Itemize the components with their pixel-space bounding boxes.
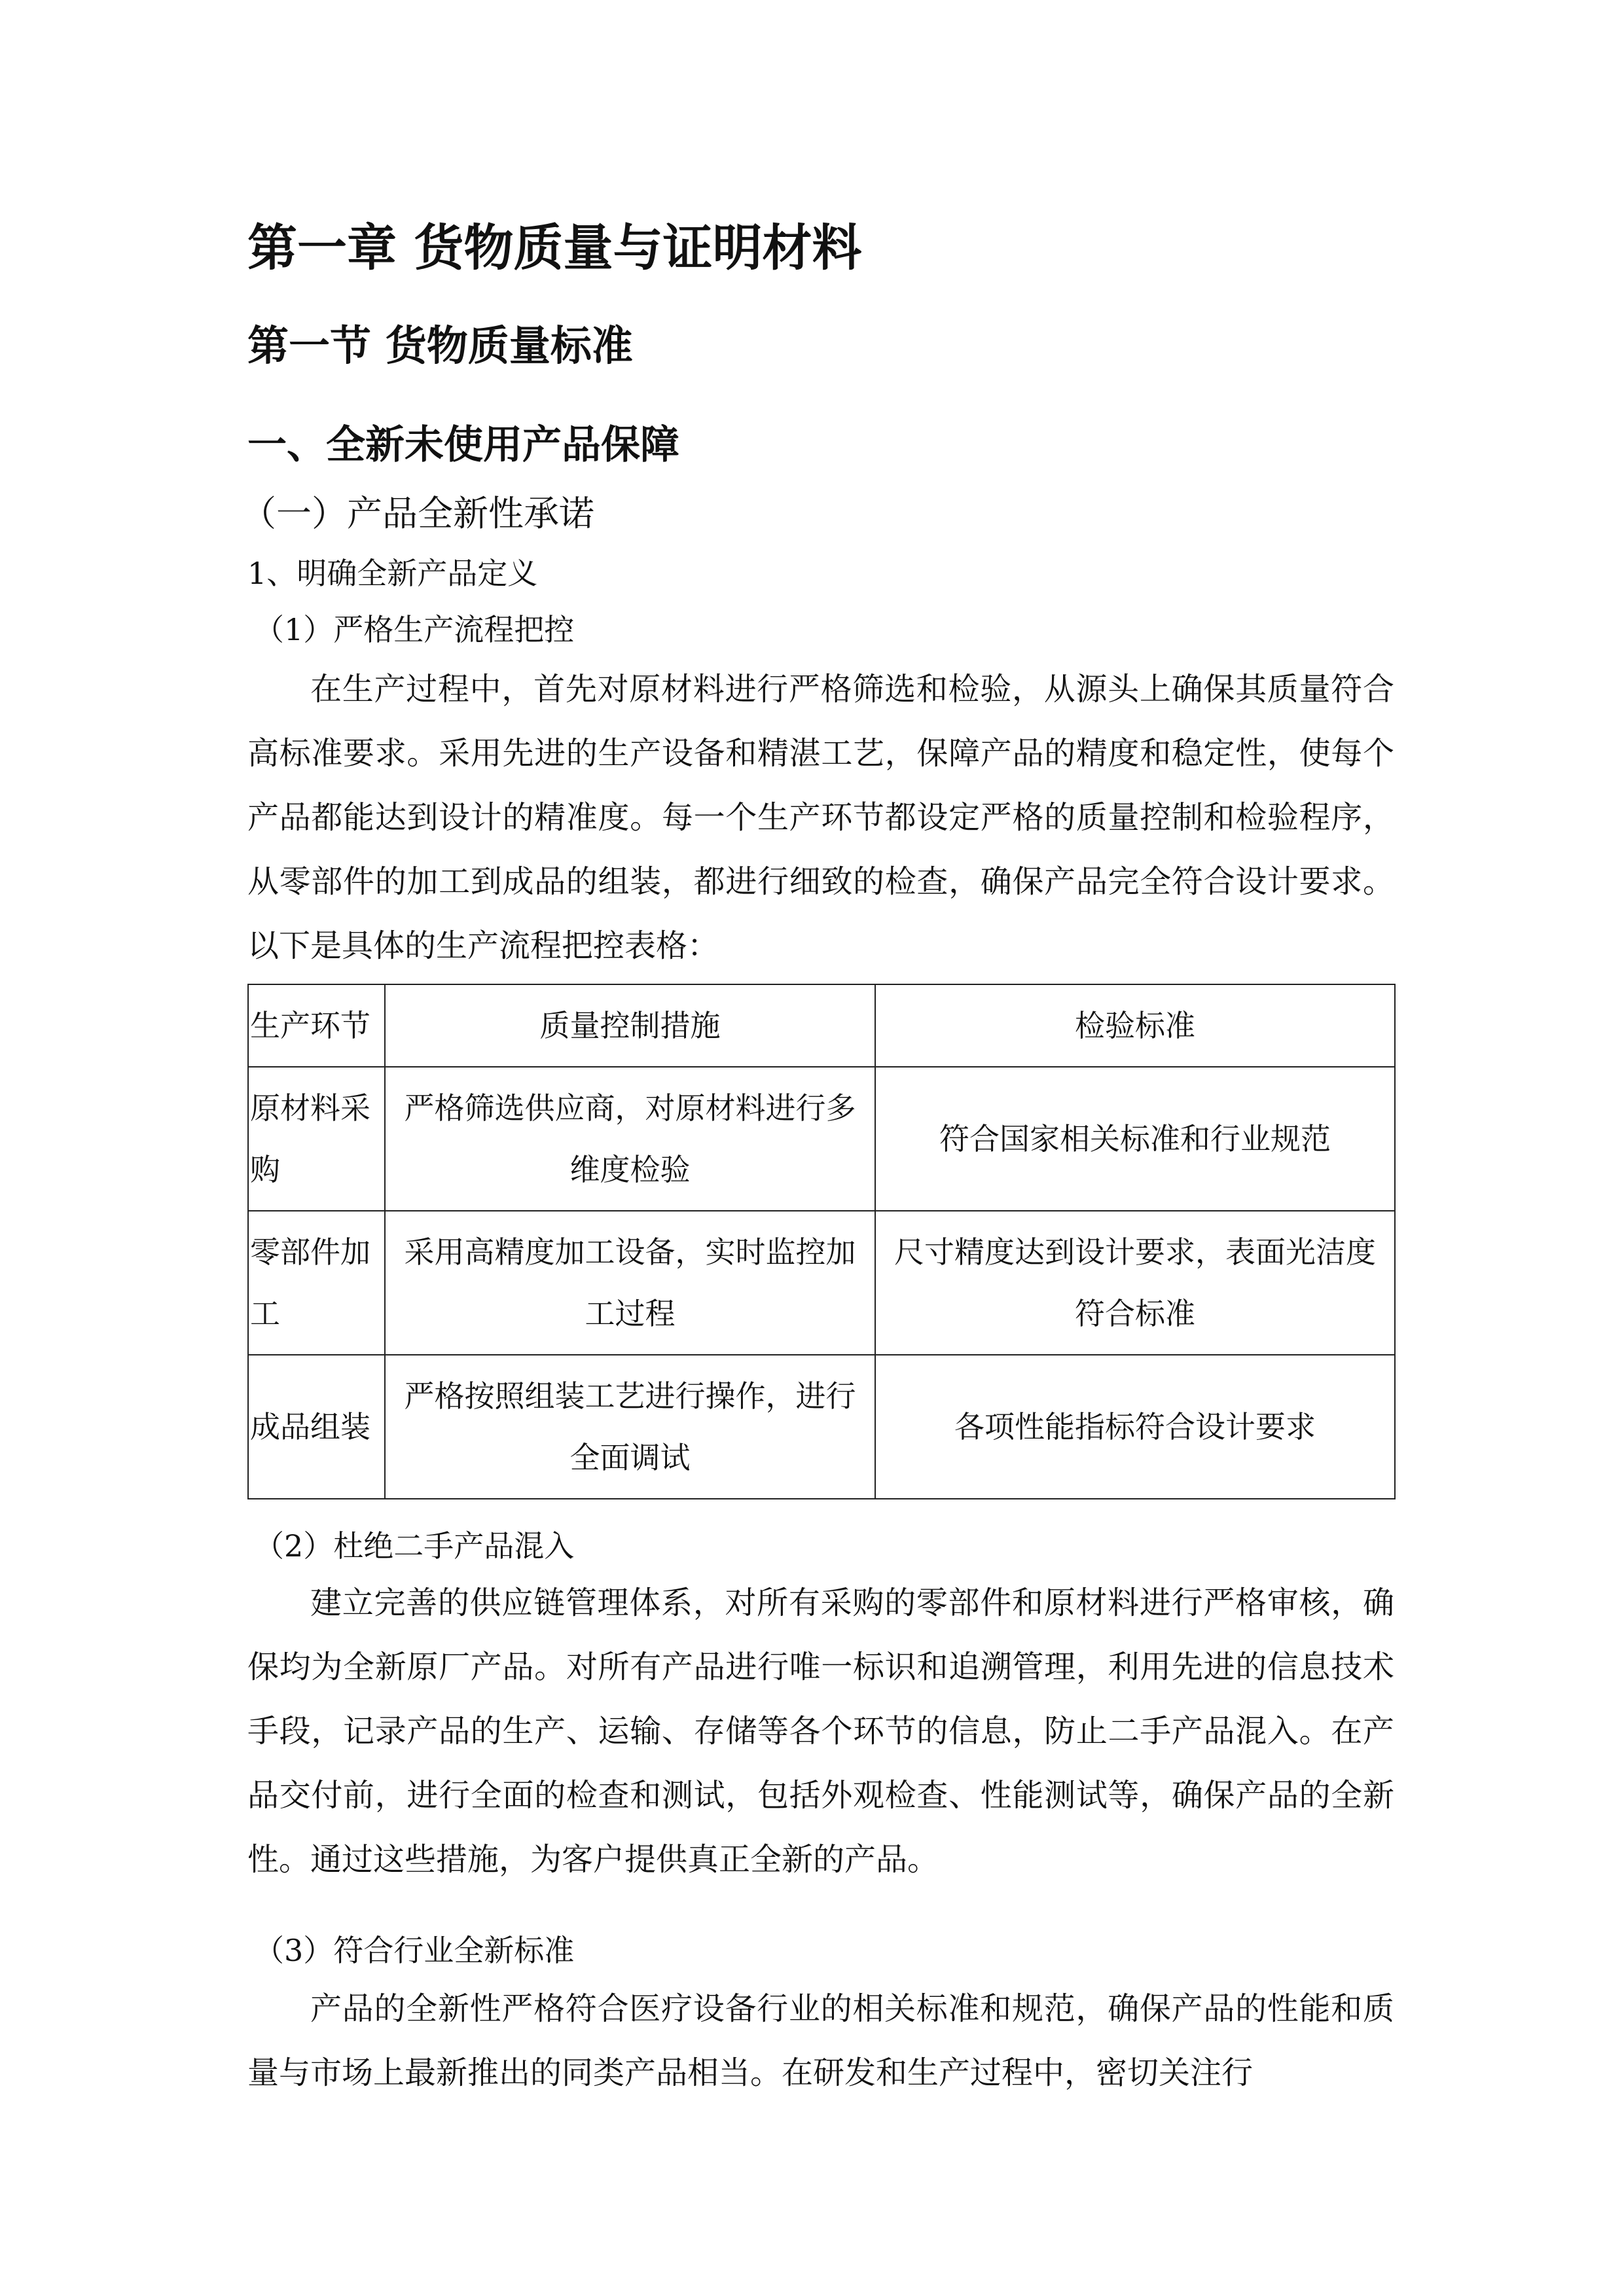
part-heading: 一、全新未使用产品保障 bbox=[247, 422, 679, 468]
table-cell: 原材料采购 bbox=[248, 1067, 385, 1211]
body-paragraph-3: 产品的全新性严格符合医疗设备行业的相关标准和规范，确保产品的性能和质量与市场上最新推出的同类产品相当。在研发和生产过程中，密切关注行 bbox=[247, 1990, 1394, 2091]
table-cell: 零部件加工 bbox=[248, 1211, 385, 1355]
table-header-cell: 质量控制措施 bbox=[385, 984, 875, 1067]
table-row bbox=[248, 1211, 1395, 1355]
table-cell: 符合国家相关标准和行业规范 bbox=[875, 1067, 1395, 1211]
subitem-heading-2: （2）杜绝二手产品混入 bbox=[254, 1528, 575, 1564]
table-cell: 尺寸精度达到设计要求，表面光洁度符合标准 bbox=[875, 1211, 1395, 1355]
chapter-heading: 第一章 货物质量与证明材料 bbox=[247, 219, 862, 277]
body-paragraph-1: 在生产过程中，首先对原材料进行严格筛选和检验，从源头上确保其质量符合高标准要求。采用先进的生产设备和精湛工艺，保障产品的精度和稳定性，使每个产品都能达到设计的精准度。每一个生产环节都设定严格的质量控制和检验程序，从零部件的加工到成品的组装，都进行细致的检查，确保产品完全符合设计要求。以下是具体的生产流程把控表格： bbox=[247, 671, 1394, 964]
table-row bbox=[248, 1355, 1395, 1499]
table-row bbox=[248, 1067, 1395, 1211]
table-cell: 成品组装 bbox=[248, 1355, 385, 1499]
item-heading: 1、明确全新产品定义 bbox=[247, 556, 538, 591]
table-header-cell: 生产环节 bbox=[248, 984, 385, 1067]
table-cell: 严格筛选供应商，对原材料进行多维度检验 bbox=[385, 1067, 875, 1211]
table-header-row bbox=[248, 984, 1395, 1067]
section-heading: 第一节 货物质量标准 bbox=[247, 322, 633, 370]
subitem-heading-3: （3）符合行业全新标准 bbox=[254, 1933, 575, 1968]
table-header-cell: 检验标准 bbox=[875, 984, 1395, 1067]
table-cell: 采用高精度加工设备，实时监控加工过程 bbox=[385, 1211, 875, 1355]
body-paragraph-2: 建立完善的供应链管理体系，对所有采购的零部件和原材料进行严格审核，确保均为全新原厂产品。对所有产品进行唯一标识和追溯管理，利用先进的信息技术手段，记录产品的生产、运输、存储等各个环节的信息，防止二手产品混入。在产品交付前，进行全面的检查和测试，包括外观检查、性能测试等，确保产品的全新性。通过这些措施，为客户提供真正全新的产品。 bbox=[247, 1585, 1394, 1878]
subitem-heading-1: （1）严格生产流程把控 bbox=[254, 612, 575, 647]
table-cell: 各项性能指标符合设计要求 bbox=[875, 1355, 1395, 1499]
table-cell: 严格按照组装工艺进行操作，进行全面调试 bbox=[385, 1355, 875, 1499]
subpart-heading: （一）产品全新性承诺 bbox=[241, 493, 594, 534]
production-control-table bbox=[247, 984, 1396, 1499]
